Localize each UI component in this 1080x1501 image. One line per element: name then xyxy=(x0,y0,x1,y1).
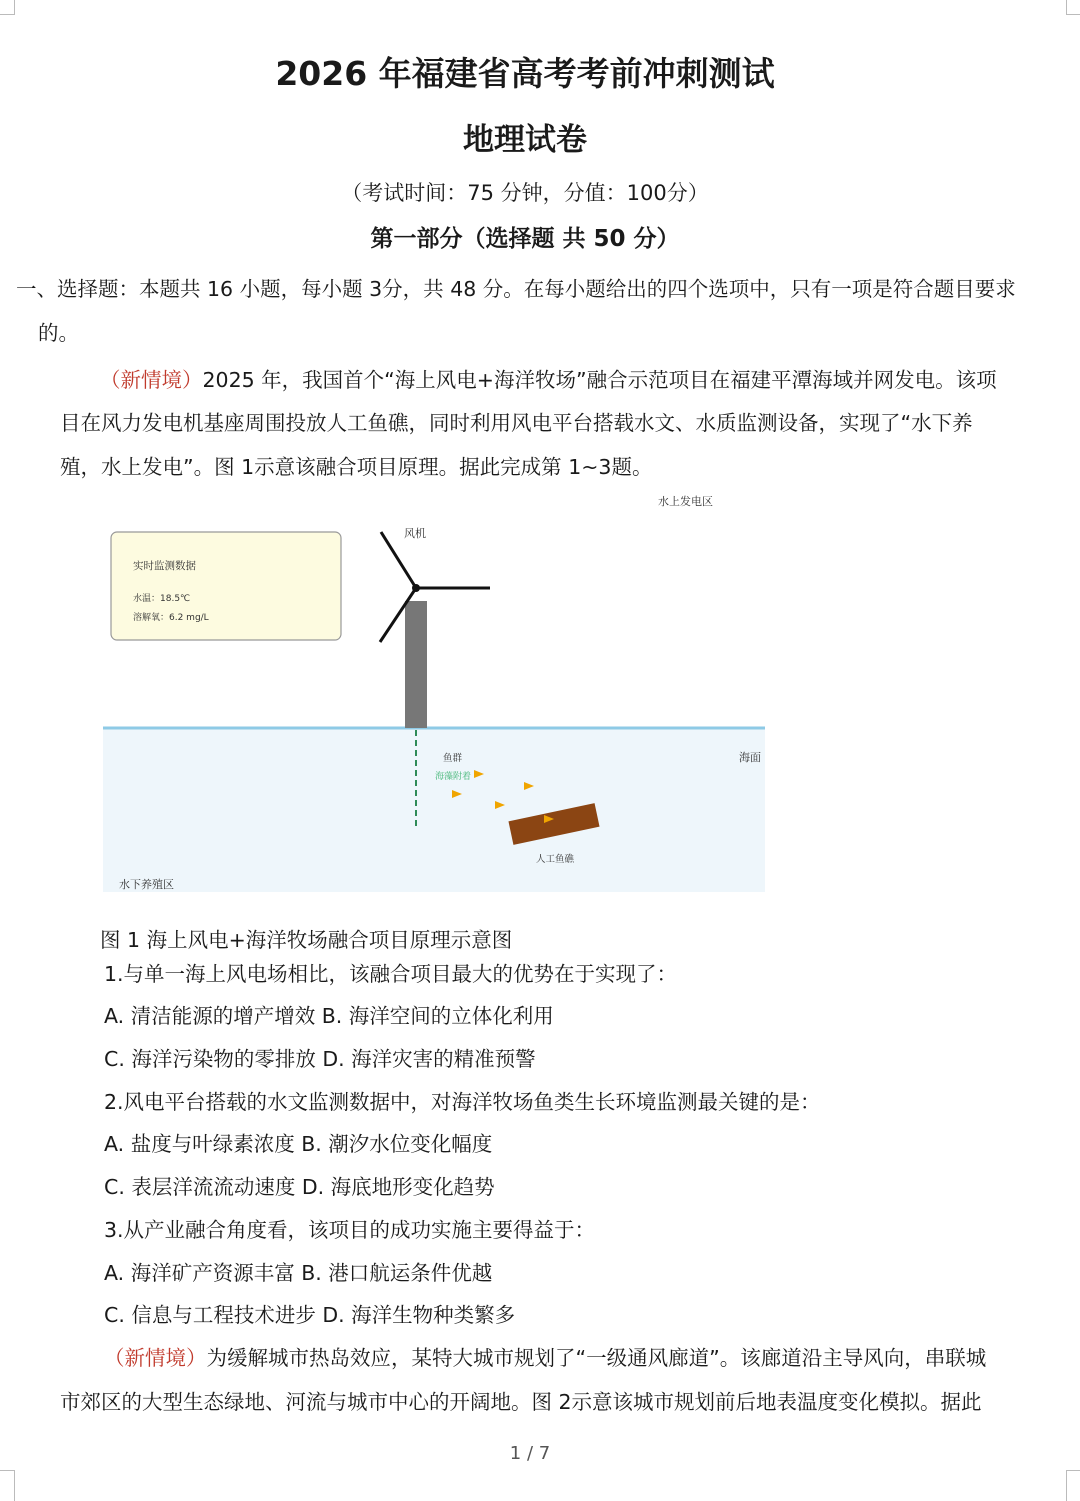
instructions-line-2: 的。 xyxy=(38,321,79,345)
question-1-stem: 1.与单一海上风电场相比，该融合项目最大的优势在于实现了： xyxy=(104,962,678,986)
passage-2-line-2: 市郊区的大型生态绿地、河流与城市中心的开阔地。图 2示意该城市规划前后地表温度变化模拟。据此 xyxy=(60,1390,982,1414)
power-zone-label: 水上发电区 xyxy=(658,495,713,508)
monitor-title: 实时监测数据 xyxy=(133,560,196,572)
corner-mark-top-right xyxy=(1066,0,1080,15)
exam-title: 2026 年福建省高考考前冲刺测试 xyxy=(275,54,775,93)
water-temp-value: 水温：18.5℃ xyxy=(133,594,191,604)
question-3-stem: 3.从产业融合角度看，该项目的成功实施主要得益于： xyxy=(104,1218,596,1242)
figure-1-svg xyxy=(103,490,765,892)
passage-1-line-3: 殖，水上发电”。图 1示意该融合项目原理。据此完成第 1~3题。 xyxy=(60,455,653,479)
figure-1-caption: 图 1 海上风电+海洋牧场融合项目原理示意图 xyxy=(100,928,513,952)
reef-label: 人工鱼礁 xyxy=(536,854,575,865)
passage-2-line-1 xyxy=(104,1341,986,1371)
question-1-options-ab: A. 清洁能源的增产增效 B. 海洋空间的立体化利用 xyxy=(104,1004,554,1028)
sea-surface-label: 海面 xyxy=(739,751,761,764)
question-3-options-cd: C. 信息与工程技术进步 D. 海洋生物种类繁多 xyxy=(104,1303,516,1327)
turbine-blade-1 xyxy=(381,532,416,588)
figure-1-diagram xyxy=(103,490,765,892)
subject-title: 地理试卷 xyxy=(463,122,587,158)
question-2-stem: 2.风电平台搭载的水文监测数据中，对海洋牧场鱼类生长环境监测最关键的是： xyxy=(104,1090,821,1114)
question-1-options-cd: C. 海洋污染物的零排放 D. 海洋灾害的精准预警 xyxy=(104,1047,536,1071)
question-2-options-ab: A. 盐度与叶绿素浓度 B. 潮汐水位变化幅度 xyxy=(104,1132,493,1156)
passage-1-text: 2025 年，我国首个“海上风电+海洋牧场”融合示范项目在福建平潭海域并网发电。该项 xyxy=(202,368,997,392)
aquaculture-zone-label: 水下养殖区 xyxy=(119,878,174,891)
passage-2-text: 为缓解城市热岛效应，某特大城市规划了“一级通风廊道”。该廊道沿主导风向，串联城 xyxy=(206,1346,987,1370)
page-number: 1 / 7 xyxy=(509,1443,551,1464)
question-3-options-ab: A. 海洋矿产资源丰富 B. 港口航运条件优越 xyxy=(104,1261,493,1285)
turbine-hub xyxy=(412,584,420,592)
turbine-tower xyxy=(405,601,427,728)
seaweed-label: 海藻附着 xyxy=(435,772,472,782)
question-2-options-cd: C. 表层洋流流动速度 D. 海底地形变化趋势 xyxy=(104,1175,495,1199)
new-context-tag: （新情境） xyxy=(104,1346,207,1370)
passage-1-line-2: 目在风力发电机基座周围投放人工鱼礁，同时利用风电平台搭载水文、水质监测设备，实现了“水下养 xyxy=(60,411,973,435)
instructions-line-1: 一、选择题：本题共 16 小题，每小题 3分，共 48 分。在每小题给出的四个选项中，只有一项是符合题目要求 xyxy=(16,277,1016,301)
fish-label: 鱼群 xyxy=(443,753,463,764)
dissolved-oxygen-value: 溶解氧：6.2 mg/L xyxy=(133,613,209,623)
part-title: 第一部分（选择题 共 50 分） xyxy=(370,226,680,252)
passage-1-line-1 xyxy=(100,363,997,393)
underwater-area xyxy=(103,728,765,892)
exam-info: （考试时间：75 分钟，分值：100分） xyxy=(341,181,709,205)
turbine-label: 风机 xyxy=(404,527,426,540)
new-context-tag: （新情境） xyxy=(100,368,203,392)
monitor-box xyxy=(111,532,341,640)
corner-mark-top-left xyxy=(0,0,15,15)
